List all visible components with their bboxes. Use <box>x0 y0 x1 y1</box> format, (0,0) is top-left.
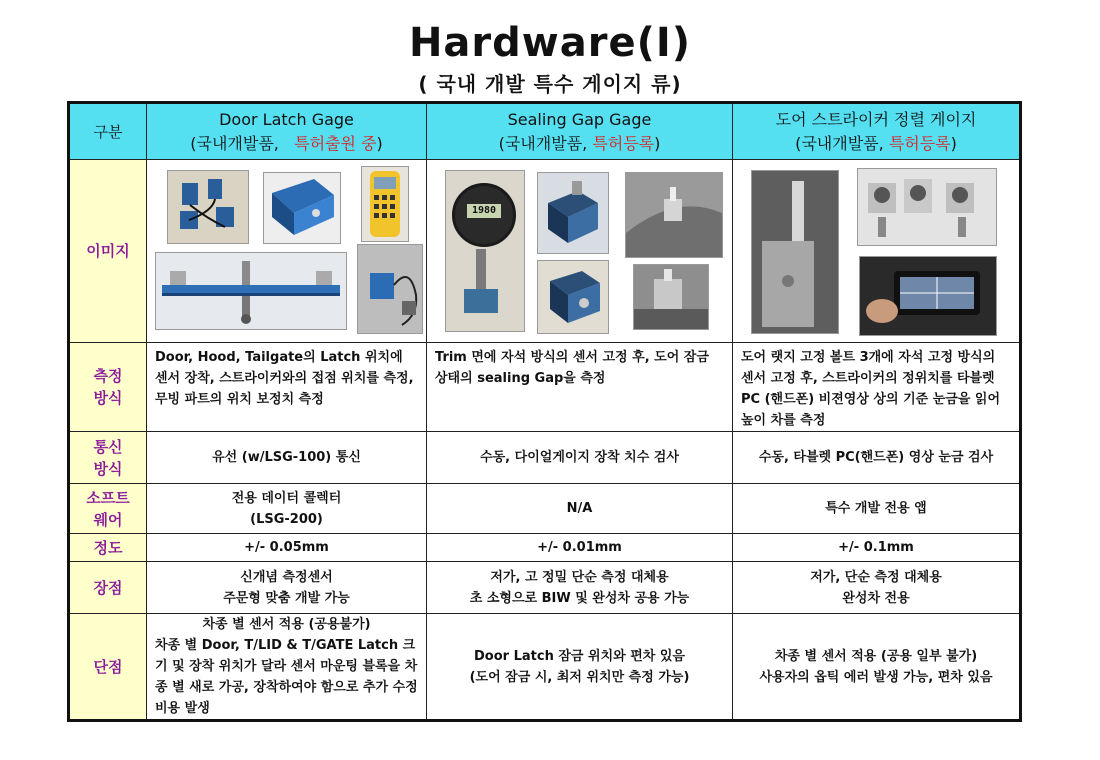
image-row <box>69 160 1021 343</box>
mounted-sensor-icon <box>358 245 422 333</box>
striker-mount-icon <box>752 171 838 333</box>
column-origin: (국내개발품, 특허출원 중) <box>190 133 383 153</box>
comm-door-latch: 유선 (w/LSG-100) 통신 <box>147 432 427 484</box>
data-collector-icon <box>362 167 408 241</box>
category-header: 구분 <box>69 103 147 160</box>
pros-striker: 저가, 단순 측정 대체용 완성차 전용 <box>733 562 1021 614</box>
door-latch-gage-images <box>147 160 427 343</box>
accuracy-sealing-gap: +/- 0.01mm <box>427 534 733 562</box>
gap-sensor-side-icon <box>538 261 608 333</box>
accuracy-row <box>69 534 1021 562</box>
cons-striker: 차종 별 센서 적용 (공용 일부 불가) 사용자의 옵틱 에러 발생 가능, 편차 있음 <box>733 614 1021 721</box>
striker-mounted-photo <box>751 170 839 334</box>
sealing-gap-gage-images <box>427 160 733 343</box>
patent-status: 특허등록 <box>592 133 655 153</box>
row-label-method: 측정 방식 <box>69 343 147 432</box>
page-title: Hardware(I) <box>408 20 692 66</box>
vehicle-mounted-sensor-photo <box>357 244 423 334</box>
gauge-stem-icon <box>446 171 524 331</box>
pros-row <box>69 562 1021 614</box>
header-row <box>69 103 1021 160</box>
pros-sealing-gap: 저가, 고 정밀 단순 측정 대체용 초 소형으로 BIW 및 완성차 공용 가능 <box>427 562 733 614</box>
latch-sensor-photo <box>263 172 341 244</box>
gap-sensor-side-photo <box>537 260 609 334</box>
comparison-table <box>67 101 1022 722</box>
page-subtitle: ( 국내 개발 특수 게이지 류) <box>418 72 682 96</box>
comm-row <box>69 432 1021 484</box>
gap-sensor-icon <box>538 173 608 253</box>
row-label-accuracy: 정도 <box>69 534 147 562</box>
method-row <box>69 343 1021 432</box>
cons-row <box>69 614 1021 721</box>
column-origin: (국내개발품, 특허등록) <box>498 133 661 153</box>
method-striker: 도어 랫지 고정 볼트 3개에 자석 고정 방식의 센서 고정 후, 스트라이커의 정위치를 타블렛 PC (핸드폰) 비젼영상 상의 기준 눈금을 읽어 높이 차를 측정 <box>733 343 1021 432</box>
sensor-set-photo <box>167 170 249 244</box>
tablet-vision-photo <box>859 256 997 336</box>
method-door-latch: Door, Hood, Tailgate의 Latch 위치에 센서 장착, 스트라이커와의 접점 위치를 측정, 무빙 파트의 위치 보정치 측정 <box>147 343 427 432</box>
cons-sealing-gap: Door Latch 잠금 위치와 편차 있음 (도어 잠금 시, 최저 위치만 측정 가능) <box>427 614 733 721</box>
calibration-bar-photo <box>155 252 347 330</box>
column-header-sealing-gap-gage <box>427 103 733 160</box>
software-sealing-gap: N/A <box>427 484 733 534</box>
accuracy-door-latch: +/- 0.05mm <box>147 534 427 562</box>
software-striker: 특수 개발 전용 앱 <box>733 484 1021 534</box>
column-origin: (국내개발품, 특허등록) <box>795 133 957 153</box>
sealing-contact-icon <box>634 265 708 329</box>
trim-mounted-sensor-photo <box>625 172 723 258</box>
pros-door-latch: 신개념 측정센서 주문형 맞춤 개발 가능 <box>147 562 427 614</box>
patent-status: 특허출원 중 <box>294 133 377 153</box>
column-header-door-latch-gage <box>147 103 427 160</box>
column-name: Door Latch Gage <box>219 109 354 129</box>
column-header-striker-alignment-gage <box>733 103 1021 160</box>
tablet-screen-icon <box>860 257 996 335</box>
sensor-set-icon <box>168 171 248 243</box>
latch-sensor-icon <box>264 173 340 243</box>
calibration-bar-icon <box>156 253 346 329</box>
cons-door-latch: 차종 별 센서 적용 (공용불가) 차종 별 Door, T/LID & T/GATE Latch 크기 및 장착 위치가 달라 센서 마운팅 블록을 차종 별 새로 가공, 장착하여야 함으로 추가 수정 비용 발생 <box>147 614 427 721</box>
comm-striker: 수동, 타블렛 PC(핸드폰) 영상 눈금 검사 <box>733 432 1021 484</box>
row-label-comm: 통신 방식 <box>69 432 147 484</box>
alignment-sensors-icon <box>858 169 996 245</box>
patent-status: 특허등록 <box>888 133 951 153</box>
accuracy-striker: +/- 0.1mm <box>733 534 1021 562</box>
row-label-image: 이미지 <box>69 160 147 343</box>
alignment-sensors-photo <box>857 168 997 246</box>
sealing-contact-photo <box>633 264 709 330</box>
gap-sensor-photo <box>537 172 609 254</box>
column-name: Sealing Gap Gage <box>507 109 652 129</box>
row-label-cons: 단점 <box>69 614 147 721</box>
comm-sealing-gap: 수동, 다이얼게이지 장착 치수 검사 <box>427 432 733 484</box>
row-label-pros: 장점 <box>69 562 147 614</box>
method-sealing-gap: Trim 면에 자석 방식의 센서 고정 후, 도어 잠금 상태의 sealing Gap을 측정 <box>427 343 733 432</box>
column-name: 도어 스트라이커 정렬 게이지 <box>775 109 977 129</box>
row-label-software: 소프트 웨어 <box>69 484 147 534</box>
software-door-latch: 전용 데이터 콜렉터 (LSG-200) <box>147 484 427 534</box>
data-collector-photo <box>361 166 409 242</box>
software-row <box>69 484 1021 534</box>
striker-alignment-gage-images <box>733 160 1021 343</box>
gauge-readout: 1980 <box>467 204 501 218</box>
dial-gauge-photo <box>445 170 525 332</box>
trim-sensor-icon <box>626 173 722 257</box>
